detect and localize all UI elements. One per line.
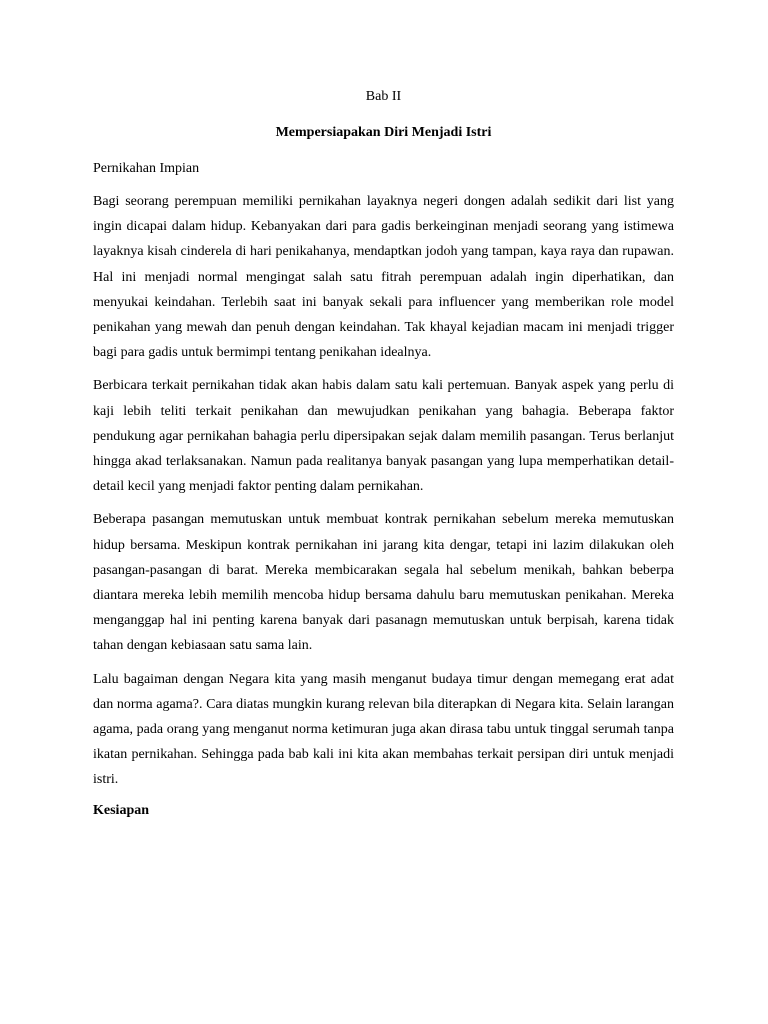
paragraph-2: Berbicara terkait pernikahan tidak akan habis dalam satu kali pertemuan. Banyak aspek yang perlu di kaji lebih teliti terkait penikahan dan mewujudkan penikahan yang bahagia. Beberapa faktor pendukung agar pernikahan bahagia perlu dipersipakan sejak dalam memilih pasangan. Terus berlanjut hingga akad terlaksanakan. Namun pada realitanya banyak pasangan yang lupa memperhatikan detail-detail kecil yang menjadi faktor penting dalam pernikahan. xyxy=(93,378,674,495)
chapter-title: Mempersiapakan Diri Menjadi Istri xyxy=(275,125,492,140)
paragraph-1: Bagi seorang perempuan memiliki pernikahan layaknya negeri dongen adalah sedikit dari list yang ingin dicapai dalam hidup. Kebanyakan dari para gadis berkeinginan menjadi seorang yang istimewa layaknya kisah cinderela di hari penikahanya, mendaptkan jodoh yang tampan, kaya raya dan rupawan. Hal ini menjadi normal mengingat salah satu fitrah perempuan adalah ingin diperhatikan, dan menyukai keindahan. Terlebih saat ini banyak sekali para influencer yang memberikan role model penikahan yang mewah dan penuh dengan keindahan. Tak khayal kejadian macam ini menjadi trigger bagi para gadis untuk bermimpi tentang penikahan idealnya. xyxy=(93,194,674,361)
chapter-label: Bab II xyxy=(365,89,402,104)
paragraph-4: Lalu bagaiman dengan Negara kita yang masih menganut budaya timur dengan memegang erat adat dan norma agama?. Cara diatas mungkin kurang relevan bila diterapkan di Negara kita. Selain larangan agama, pada orang yang menganut norma ketimuran juga akan dirasa tabu untuk tinggal serumah tanpa ikatan pernikahan. Sehingga pada bab kali ini kita akan membahas terkait persipan diri untuk menjadi istri. xyxy=(93,671,674,788)
paragraph-3: Beberapa pasangan memutuskan untuk membuat kontrak pernikahan sebelum mereka memutuskan hidup bersama. Meskipun kontrak pernikahan ini jarang kita dengar, tetapi ini lazim dilakukan oleh pasangan-pasangan di barat. Mereka membicarakan segala hal sebelum menikah, bahkan beberpa diantara mereka lebih memilih mencoba hidup bersama dahulu baru memutuskan penikahan. Mereka menganggap hal ini penting karena banyak dari pasanagn memutuskan untuk berpisah, karena tidak tahan dengan kebiasaan satu sama lain. xyxy=(93,512,674,654)
section-heading-kesiapan: Kesiapan xyxy=(93,802,150,818)
subheading-pernikahan-impian: Pernikahan Impian xyxy=(93,161,200,176)
document-page xyxy=(93,87,674,821)
